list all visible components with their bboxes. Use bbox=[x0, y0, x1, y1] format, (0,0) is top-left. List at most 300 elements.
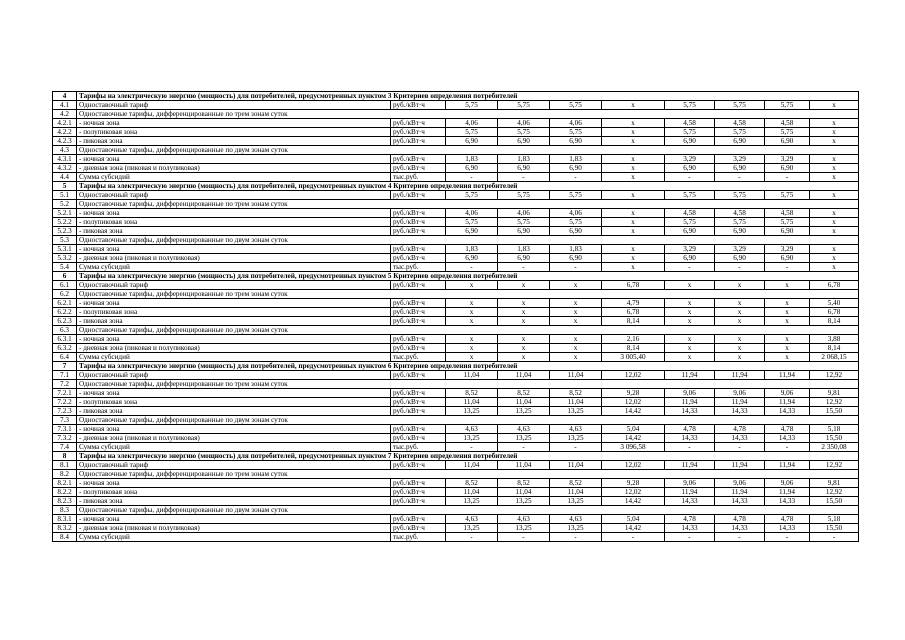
value-cell: 2 350,08 bbox=[810, 443, 859, 452]
value-cell: x bbox=[765, 353, 810, 362]
value-cell: 8,14 bbox=[602, 317, 665, 326]
value-cell: x bbox=[602, 227, 665, 236]
row-number: 6.1 bbox=[53, 281, 77, 290]
value-cell: 6,90 bbox=[550, 227, 602, 236]
value-cell: 4,58 bbox=[665, 119, 715, 128]
value-cell: 12,92 bbox=[810, 488, 859, 497]
value-cell: x bbox=[715, 281, 765, 290]
row-number: 7.2.2 bbox=[53, 398, 77, 407]
table-row bbox=[53, 497, 859, 506]
subsection-row bbox=[53, 200, 859, 209]
row-label: - полупиковая зона bbox=[77, 398, 391, 407]
value-cell: 6,90 bbox=[446, 227, 498, 236]
value-cell: x bbox=[765, 281, 810, 290]
value-cell: x bbox=[498, 335, 550, 344]
value-cell: x bbox=[665, 308, 715, 317]
row-unit: руб./кВт·ч bbox=[391, 407, 446, 416]
value-cell: 4,06 bbox=[446, 119, 498, 128]
value-cell: 14,42 bbox=[602, 524, 665, 533]
value-cell: 13,25 bbox=[446, 497, 498, 506]
table-row bbox=[53, 137, 859, 146]
value-cell: 12,92 bbox=[810, 461, 859, 470]
value-cell: x bbox=[602, 155, 665, 164]
table-row bbox=[53, 407, 859, 416]
row-label: - дневная зона (пиковая и полупиковая) bbox=[77, 164, 391, 173]
value-cell: x bbox=[810, 245, 859, 254]
value-cell: x bbox=[446, 353, 498, 362]
value-cell: 5,75 bbox=[498, 128, 550, 137]
row-label: - дневная зона (пиковая и полупиковая) bbox=[77, 344, 391, 353]
value-cell: 5,75 bbox=[550, 101, 602, 110]
value-cell: x bbox=[498, 308, 550, 317]
value-cell: x bbox=[602, 137, 665, 146]
value-cell: x bbox=[446, 281, 498, 290]
row-unit: руб./кВт·ч bbox=[391, 209, 446, 218]
row-number: 8.2.3 bbox=[53, 497, 77, 506]
value-cell: 6,90 bbox=[665, 254, 715, 263]
row-unit: тыс.руб. bbox=[391, 353, 446, 362]
tariff-table bbox=[52, 91, 859, 542]
row-label: - ночная зона bbox=[77, 119, 391, 128]
value-cell: 11,04 bbox=[550, 488, 602, 497]
value-cell: 11,94 bbox=[765, 461, 810, 470]
value-cell: 6,90 bbox=[665, 137, 715, 146]
value-cell: 1,83 bbox=[498, 155, 550, 164]
row-label: Одноставочный тариф bbox=[77, 461, 391, 470]
value-cell: 13,25 bbox=[498, 407, 550, 416]
value-cell: 12,92 bbox=[810, 398, 859, 407]
value-cell: - bbox=[765, 533, 810, 542]
row-label: - полупиковая зона bbox=[77, 488, 391, 497]
table-row bbox=[53, 389, 859, 398]
value-cell: 2,16 bbox=[602, 335, 665, 344]
value-cell: 5,04 bbox=[602, 425, 665, 434]
value-cell: 14,42 bbox=[602, 407, 665, 416]
subsection-title: Одноставочные тарифы, дифференцированные по трем зонам суток bbox=[77, 470, 859, 479]
value-cell: 5,75 bbox=[665, 128, 715, 137]
row-unit: руб./кВт·ч bbox=[391, 218, 446, 227]
value-cell: - bbox=[498, 263, 550, 272]
table-row bbox=[53, 209, 859, 218]
value-cell: x bbox=[810, 173, 859, 182]
row-number: 6.3 bbox=[53, 326, 77, 335]
value-cell: x bbox=[498, 281, 550, 290]
value-cell: 14,33 bbox=[665, 524, 715, 533]
row-number: 8.3.2 bbox=[53, 524, 77, 533]
value-cell: 11,94 bbox=[665, 371, 715, 380]
row-number: 5.4 bbox=[53, 263, 77, 272]
value-cell: 6,90 bbox=[765, 227, 810, 236]
value-cell: 11,04 bbox=[498, 398, 550, 407]
subsection-title: Одноставочные тарифы, дифференцированные по трем зонам суток bbox=[77, 200, 859, 209]
table-row bbox=[53, 308, 859, 317]
value-cell: x bbox=[550, 344, 602, 353]
value-cell: x bbox=[810, 101, 859, 110]
table-row bbox=[53, 254, 859, 263]
value-cell: 9,06 bbox=[715, 389, 765, 398]
value-cell: - bbox=[715, 533, 765, 542]
value-cell: x bbox=[810, 227, 859, 236]
value-cell: x bbox=[602, 128, 665, 137]
value-cell: 6,90 bbox=[765, 254, 810, 263]
value-cell: x bbox=[602, 164, 665, 173]
row-label: - ночная зона bbox=[77, 389, 391, 398]
value-cell: 6,90 bbox=[715, 137, 765, 146]
table-row bbox=[53, 173, 859, 182]
value-cell: x bbox=[810, 164, 859, 173]
value-cell: 4,06 bbox=[550, 119, 602, 128]
table-row bbox=[53, 263, 859, 272]
row-number: 5.2.2 bbox=[53, 218, 77, 227]
row-number: 7.3.1 bbox=[53, 425, 77, 434]
subsection-row bbox=[53, 380, 859, 389]
value-cell: 14,33 bbox=[665, 407, 715, 416]
value-cell: 5,75 bbox=[765, 101, 810, 110]
value-cell: 4,78 bbox=[715, 515, 765, 524]
subsection-title: Одноставочные тарифы, дифференцированные по двум зонам суток bbox=[77, 236, 859, 245]
value-cell: 4,58 bbox=[715, 209, 765, 218]
row-unit: руб./кВт·ч bbox=[391, 137, 446, 146]
table-row bbox=[53, 524, 859, 533]
value-cell: 6,90 bbox=[446, 137, 498, 146]
value-cell: 6,90 bbox=[765, 137, 810, 146]
value-cell: 6,90 bbox=[665, 164, 715, 173]
value-cell: 6,90 bbox=[715, 227, 765, 236]
row-label: - полупиковая зона bbox=[77, 128, 391, 137]
value-cell: 15,50 bbox=[810, 407, 859, 416]
table-row bbox=[53, 281, 859, 290]
value-cell: - bbox=[665, 173, 715, 182]
section-header-row bbox=[53, 92, 859, 101]
row-unit: руб./кВт·ч bbox=[391, 497, 446, 506]
value-cell: 6,90 bbox=[665, 227, 715, 236]
value-cell: x bbox=[810, 155, 859, 164]
value-cell: 5,75 bbox=[446, 128, 498, 137]
value-cell: x bbox=[550, 308, 602, 317]
value-cell: 9,81 bbox=[810, 389, 859, 398]
row-number: 7.4 bbox=[53, 443, 77, 452]
value-cell: 12,02 bbox=[602, 488, 665, 497]
table-row bbox=[53, 335, 859, 344]
value-cell: 11,04 bbox=[550, 398, 602, 407]
value-cell: 11,94 bbox=[665, 461, 715, 470]
value-cell: x bbox=[550, 353, 602, 362]
value-cell: x bbox=[550, 335, 602, 344]
row-number: 4.3.1 bbox=[53, 155, 77, 164]
value-cell: 3 005,40 bbox=[602, 353, 665, 362]
value-cell: 4,58 bbox=[715, 119, 765, 128]
section-header-row bbox=[53, 272, 859, 281]
section-title: Тарифы на электрическую энергию (мощность) для потребителей, предусмотренных пунктом 3 Критериев определения потребителей bbox=[77, 92, 859, 101]
row-unit: тыс.руб. bbox=[391, 173, 446, 182]
row-number: 5.1 bbox=[53, 191, 77, 200]
section-title: Тарифы на электрическую энергию (мощность) для потребителей, предусмотренных пунктом 6 Критериев определения потребителей bbox=[77, 362, 859, 371]
row-number: 4.1 bbox=[53, 101, 77, 110]
row-unit: руб./кВт·ч bbox=[391, 281, 446, 290]
value-cell: x bbox=[765, 344, 810, 353]
subsection-title: Одноставочные тарифы, дифференцированные по двум зонам суток bbox=[77, 416, 859, 425]
value-cell: - bbox=[498, 173, 550, 182]
value-cell: - bbox=[665, 533, 715, 542]
row-label: - пиковая зона bbox=[77, 317, 391, 326]
value-cell: 8,52 bbox=[498, 389, 550, 398]
value-cell: - bbox=[665, 443, 715, 452]
value-cell: 5,40 bbox=[810, 299, 859, 308]
row-label: Сумма субсидий bbox=[77, 443, 391, 452]
value-cell: 3,29 bbox=[665, 245, 715, 254]
value-cell: x bbox=[602, 119, 665, 128]
subsection-row bbox=[53, 110, 859, 119]
value-cell: 4,58 bbox=[765, 209, 810, 218]
row-number: 7.3 bbox=[53, 416, 77, 425]
value-cell: 4,63 bbox=[446, 515, 498, 524]
value-cell: 9,06 bbox=[765, 389, 810, 398]
row-number: 4.4 bbox=[53, 173, 77, 182]
value-cell: 4,79 bbox=[602, 299, 665, 308]
value-cell: 1,83 bbox=[498, 245, 550, 254]
value-cell: 3,29 bbox=[715, 155, 765, 164]
value-cell: 8,52 bbox=[498, 479, 550, 488]
row-label: - ночная зона bbox=[77, 209, 391, 218]
value-cell: 6,90 bbox=[715, 164, 765, 173]
value-cell: x bbox=[665, 344, 715, 353]
row-number: 6.2 bbox=[53, 290, 77, 299]
table-row bbox=[53, 164, 859, 173]
value-cell: 8,52 bbox=[446, 389, 498, 398]
value-cell: 11,94 bbox=[715, 488, 765, 497]
row-number: 5.3.1 bbox=[53, 245, 77, 254]
value-cell: 13,25 bbox=[550, 497, 602, 506]
value-cell: - bbox=[550, 263, 602, 272]
value-cell: x bbox=[665, 335, 715, 344]
value-cell: 11,94 bbox=[765, 398, 810, 407]
value-cell: x bbox=[810, 191, 859, 200]
value-cell: 11,94 bbox=[665, 488, 715, 497]
row-unit: руб./кВт·ч bbox=[391, 299, 446, 308]
subsection-title: Одноставочные тарифы, дифференцированные по трем зонам суток bbox=[77, 380, 859, 389]
row-label: - ночная зона bbox=[77, 479, 391, 488]
row-number: 7.2.1 bbox=[53, 389, 77, 398]
value-cell: 3 096,58 bbox=[602, 443, 665, 452]
value-cell: 11,04 bbox=[498, 461, 550, 470]
row-label: Одноставочный тариф bbox=[77, 281, 391, 290]
value-cell: x bbox=[446, 335, 498, 344]
row-label: - дневная зона (пиковая и полупиковая) bbox=[77, 524, 391, 533]
table-row bbox=[53, 245, 859, 254]
value-cell: x bbox=[602, 101, 665, 110]
value-cell: 13,25 bbox=[446, 524, 498, 533]
row-label: Одноставочный тариф bbox=[77, 191, 391, 200]
row-label: - ночная зона bbox=[77, 245, 391, 254]
value-cell: 5,75 bbox=[498, 218, 550, 227]
value-cell: x bbox=[810, 263, 859, 272]
value-cell: x bbox=[446, 308, 498, 317]
value-cell: 8,14 bbox=[602, 344, 665, 353]
value-cell: 5,75 bbox=[715, 191, 765, 200]
value-cell: - bbox=[665, 263, 715, 272]
value-cell: 9,81 bbox=[810, 479, 859, 488]
row-unit: руб./кВт·ч bbox=[391, 515, 446, 524]
subsection-title: Одноставочные тарифы, дифференцированные по трем зонам суток bbox=[77, 290, 859, 299]
subsection-row bbox=[53, 470, 859, 479]
value-cell: 6,90 bbox=[446, 164, 498, 173]
row-label: Сумма субсидий bbox=[77, 173, 391, 182]
section-title: Тарифы на электрическую энергию (мощность) для потребителей, предусмотренных пунктом 5 Критериев определения потребителей bbox=[77, 272, 859, 281]
value-cell: 6,90 bbox=[550, 164, 602, 173]
value-cell: 5,75 bbox=[446, 191, 498, 200]
row-unit: руб./кВт·ч bbox=[391, 461, 446, 470]
table-row bbox=[53, 533, 859, 542]
row-unit: руб./кВт·ч bbox=[391, 101, 446, 110]
row-number: 4.2.1 bbox=[53, 119, 77, 128]
value-cell: 5,75 bbox=[550, 218, 602, 227]
row-unit: руб./кВт·ч bbox=[391, 344, 446, 353]
value-cell: 4,06 bbox=[550, 209, 602, 218]
row-number: 6.2.3 bbox=[53, 317, 77, 326]
value-cell: 13,25 bbox=[446, 434, 498, 443]
value-cell: x bbox=[602, 173, 665, 182]
value-cell: 11,04 bbox=[550, 461, 602, 470]
row-unit: руб./кВт·ч bbox=[391, 254, 446, 263]
value-cell: 4,63 bbox=[498, 425, 550, 434]
row-unit: тыс.руб. bbox=[391, 533, 446, 542]
row-unit: руб./кВт·ч bbox=[391, 524, 446, 533]
row-label: - пиковая зона bbox=[77, 137, 391, 146]
value-cell: 11,04 bbox=[446, 371, 498, 380]
value-cell: 5,75 bbox=[498, 101, 550, 110]
row-number: 4.2 bbox=[53, 110, 77, 119]
value-cell: - bbox=[446, 443, 498, 452]
row-label: - ночная зона bbox=[77, 155, 391, 164]
value-cell: 3,29 bbox=[765, 155, 810, 164]
row-unit: руб./кВт·ч bbox=[391, 371, 446, 380]
value-cell: 9,28 bbox=[602, 479, 665, 488]
row-number: 8.3.1 bbox=[53, 515, 77, 524]
row-number: 5.3 bbox=[53, 236, 77, 245]
row-unit: руб./кВт·ч bbox=[391, 128, 446, 137]
table-row bbox=[53, 119, 859, 128]
value-cell: x bbox=[550, 299, 602, 308]
value-cell: x bbox=[810, 209, 859, 218]
value-cell: 8,52 bbox=[446, 479, 498, 488]
value-cell: 4,06 bbox=[498, 119, 550, 128]
value-cell: 15,50 bbox=[810, 524, 859, 533]
value-cell: 14,33 bbox=[665, 497, 715, 506]
value-cell: - bbox=[765, 443, 810, 452]
value-cell: 14,33 bbox=[665, 434, 715, 443]
section-header-row bbox=[53, 452, 859, 461]
value-cell: 4,78 bbox=[665, 515, 715, 524]
row-number: 5 bbox=[53, 182, 77, 191]
value-cell: 5,75 bbox=[498, 191, 550, 200]
value-cell: 6,90 bbox=[715, 254, 765, 263]
value-cell: 6,78 bbox=[810, 308, 859, 317]
value-cell: 13,25 bbox=[550, 407, 602, 416]
value-cell: 5,75 bbox=[715, 101, 765, 110]
value-cell: - bbox=[498, 533, 550, 542]
value-cell: 14,33 bbox=[715, 434, 765, 443]
subsection-title: Одноставочные тарифы, дифференцированные по трем зонам суток bbox=[77, 110, 859, 119]
subsection-title: Одноставочные тарифы, дифференцированные по двум зонам суток bbox=[77, 326, 859, 335]
value-cell: 3,29 bbox=[715, 245, 765, 254]
value-cell: x bbox=[810, 128, 859, 137]
row-number: 8.1 bbox=[53, 461, 77, 470]
value-cell: 11,04 bbox=[550, 371, 602, 380]
value-cell: 6,90 bbox=[765, 164, 810, 173]
value-cell: 6,78 bbox=[602, 281, 665, 290]
tariff-sheet bbox=[52, 91, 858, 542]
value-cell: x bbox=[665, 353, 715, 362]
value-cell: 8,14 bbox=[810, 344, 859, 353]
row-number: 4.2.2 bbox=[53, 128, 77, 137]
value-cell: - bbox=[715, 263, 765, 272]
row-number: 7 bbox=[53, 362, 77, 371]
row-number: 7.3.2 bbox=[53, 434, 77, 443]
row-unit: руб./кВт·ч bbox=[391, 119, 446, 128]
value-cell: 8,52 bbox=[550, 479, 602, 488]
value-cell: 5,75 bbox=[550, 128, 602, 137]
value-cell: x bbox=[602, 218, 665, 227]
value-cell: x bbox=[715, 317, 765, 326]
value-cell: x bbox=[665, 281, 715, 290]
value-cell: 4,78 bbox=[765, 425, 810, 434]
value-cell: 5,75 bbox=[446, 101, 498, 110]
table-row bbox=[53, 443, 859, 452]
row-unit: тыс.руб. bbox=[391, 443, 446, 452]
value-cell: 11,94 bbox=[765, 488, 810, 497]
value-cell: 12,02 bbox=[602, 398, 665, 407]
value-cell: 8,52 bbox=[550, 389, 602, 398]
value-cell: 6,90 bbox=[498, 164, 550, 173]
value-cell: 3,88 bbox=[810, 335, 859, 344]
value-cell: x bbox=[498, 299, 550, 308]
row-number: 8.3 bbox=[53, 506, 77, 515]
value-cell: x bbox=[602, 191, 665, 200]
value-cell: x bbox=[715, 344, 765, 353]
value-cell: 4,58 bbox=[765, 119, 810, 128]
value-cell: 4,06 bbox=[446, 209, 498, 218]
value-cell: x bbox=[602, 254, 665, 263]
value-cell: 11,94 bbox=[715, 461, 765, 470]
row-label: - ночная зона bbox=[77, 515, 391, 524]
value-cell: 3,29 bbox=[765, 245, 810, 254]
row-number: 4.3.2 bbox=[53, 164, 77, 173]
value-cell: 4,63 bbox=[446, 425, 498, 434]
value-cell: 14,33 bbox=[765, 524, 810, 533]
subsection-row bbox=[53, 326, 859, 335]
value-cell: x bbox=[765, 299, 810, 308]
value-cell: 14,42 bbox=[602, 497, 665, 506]
row-number: 4.2.3 bbox=[53, 137, 77, 146]
row-label: Сумма субсидий bbox=[77, 533, 391, 542]
subsection-row bbox=[53, 416, 859, 425]
row-unit: руб./кВт·ч bbox=[391, 164, 446, 173]
table-row bbox=[53, 218, 859, 227]
value-cell: 9,06 bbox=[665, 389, 715, 398]
value-cell: - bbox=[765, 173, 810, 182]
value-cell: 14,33 bbox=[715, 524, 765, 533]
value-cell: 4,78 bbox=[665, 425, 715, 434]
value-cell: 9,06 bbox=[765, 479, 810, 488]
value-cell: x bbox=[715, 308, 765, 317]
value-cell: 11,04 bbox=[498, 488, 550, 497]
subsection-row bbox=[53, 506, 859, 515]
subsection-row bbox=[53, 146, 859, 155]
row-number: 4.3 bbox=[53, 146, 77, 155]
row-label: Одноставочный тариф bbox=[77, 101, 391, 110]
value-cell: x bbox=[765, 308, 810, 317]
value-cell: - bbox=[550, 533, 602, 542]
